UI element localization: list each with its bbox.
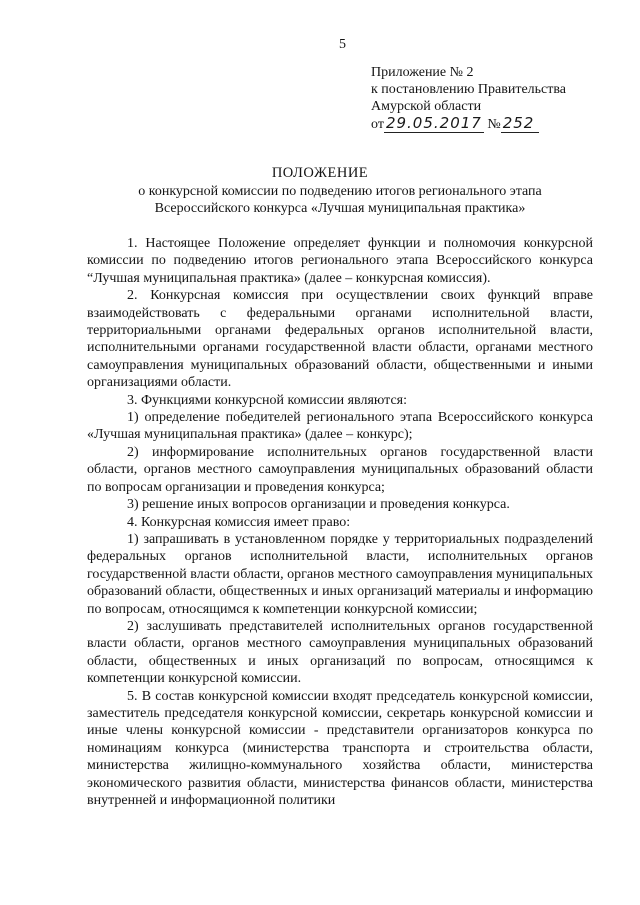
paragraph-1: 1. Настоящее Положение определяет функции и полномочия конкурсной комиссии по подведению итогов регионального этапа Всероссийского конкурса “Лучшая муниципальная практика» (далее – конкурсная комиссия). bbox=[87, 236, 593, 286]
paragraph-3: 3. Функциями конкурсной комиссии являются: bbox=[127, 392, 407, 408]
handwritten-number: 252 bbox=[501, 115, 539, 133]
handwritten-date: 29.05.2017 bbox=[385, 114, 482, 132]
appendix-line-3: Амурской области bbox=[371, 99, 482, 114]
paragraph-3-item-3: 3) решение иных вопросов организации и проведения конкурса. bbox=[127, 497, 510, 513]
paragraph-5: 5. В состав конкурсной комиссии входят председатель конкурсной комиссии, заместитель председателя конкурсной комиссии, секретарь конкурсной комиссии и иные члены конкурсной комиссии - представители организаторов конкурса по номинациям конкурса (министерства транспорта и строительства области, министерства жилищно-коммунального хозяйства области, министерства экономического развития области, министерства финансов области, министерства внутренней и информационной политики bbox=[87, 688, 593, 808]
document-title: ПОЛОЖЕНИЕ bbox=[271, 165, 369, 181]
appendix-date-line bbox=[371, 115, 566, 133]
paragraph-4-item-1: 1) запрашивать в установленном порядке у территориальных подразделений федеральных органов исполнительной власти, исполнительных органов государственной власти области, органов местного самоуправления муниципальных образований области, общественных и иных организаций материалы и информацию по вопросам, относящимся к компетенции конкурсной комиссии; bbox=[87, 531, 593, 617]
appendix-line-2: к постановлению Правительства bbox=[371, 82, 567, 97]
document-subtitle: о конкурсной комиссии по подведению итогов регионального этапа Всероссийского конкурса «Лучшая муниципальная практика» bbox=[138, 184, 542, 216]
appendix-header bbox=[371, 64, 566, 133]
appendix-line-1: Приложение № 2 bbox=[371, 65, 474, 80]
paragraph-4: 4. Конкурсная комиссия имеет право: bbox=[127, 514, 351, 530]
number-label: № bbox=[487, 117, 501, 132]
page-number: 5 bbox=[339, 37, 346, 52]
paragraph-2: 2. Конкурсная комиссия при осуществлении своих функций вправе взаимодействовать с федеральными органами исполнительной власти, территориальными органами федеральных органов исполнительной власти, исполнительными органами государственной власти области, органами местного самоуправления муниципальных образований области, общественными и иными организациями области. bbox=[87, 288, 593, 391]
paragraph-3-item-1: 1) определение победителей регионального этапа Всероссийского конкурса «Лучшая муниципальная практика» (далее – конкурс); bbox=[87, 410, 593, 443]
from-label: от bbox=[371, 117, 384, 132]
paragraph-3-item-2: 2) информирование исполнительных органов государственной власти области, органов местного самоуправления муниципальных образований области по вопросам организации и проведения конкурса; bbox=[87, 444, 593, 495]
document-body bbox=[87, 235, 593, 809]
paragraph-4-item-2: 2) заслушивать представителей исполнительных органов государственной власти области, органов местного самоуправления муниципальных образований области, общественных и иных организаций по вопросам, относящимся к компетенции конкурсной комиссии. bbox=[87, 618, 593, 687]
